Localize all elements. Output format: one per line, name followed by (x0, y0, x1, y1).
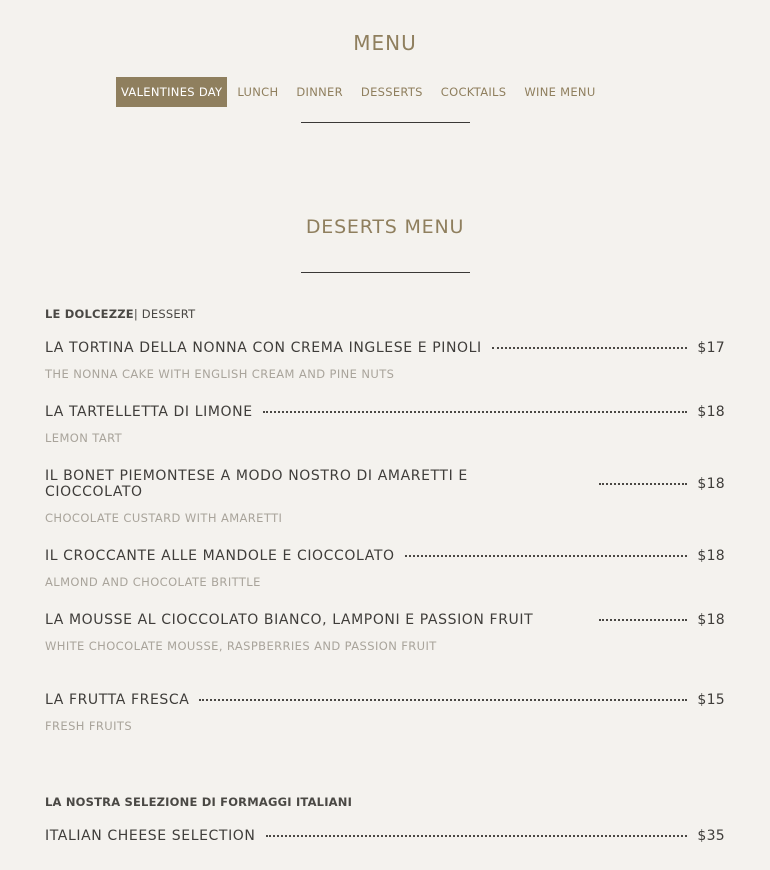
menu-item-price: $18 (697, 612, 725, 628)
menu-item (45, 340, 725, 381)
category-name: LE DOLCEZZE (45, 307, 134, 321)
menu-item-price: $18 (697, 476, 725, 492)
menu-item-price: $18 (697, 548, 725, 564)
menu-item-description: WHITE CHOCOLATE MOUSSE, RASPBERRIES AND PASSION FRUIT (45, 639, 437, 653)
menu-item-description: FRESH FRUITS (45, 719, 133, 733)
tab-lunch[interactable]: LUNCH (237, 85, 279, 99)
menu-item-name: LA TORTINA DELLA NONNA CON CREMA INGLESE E PINOLI (45, 340, 482, 356)
menu-item-name: LA MOUSSE AL CIOCCOLATO BIANCO, LAMPONI E PASSION FRUIT (45, 612, 534, 628)
category-subtitle: | DESSERT (133, 307, 196, 321)
section-title: DESERTS MENU (305, 216, 465, 238)
tab-valentines-day[interactable]: VALENTINES DAY (116, 77, 227, 107)
menu-item (45, 548, 725, 589)
dot-leader (266, 835, 688, 837)
tab-dinner[interactable]: DINNER (296, 85, 343, 99)
menu-item-name: IL BONET PIEMONTESE A MODO NOSTRO DI AMARETTI E CIOCCOLATO (45, 468, 468, 500)
dot-leader (263, 411, 688, 413)
category-name: LA NOSTRA SELEZIONE DI FORMAGGI ITALIANI (45, 795, 353, 809)
category-heading-dessert (45, 307, 195, 321)
dot-leader (492, 347, 688, 349)
menu-item-price: $18 (697, 404, 725, 420)
menu-item (45, 612, 725, 653)
menu-item-name: LA FRUTTA FRESCA (45, 692, 190, 708)
header-divider (301, 122, 470, 123)
section-divider (301, 272, 470, 273)
menu-item-description: CHOCOLATE CUSTARD WITH AMARETTI (45, 511, 283, 525)
menu-item (45, 828, 725, 844)
menu-item-name: ITALIAN CHEESE SELECTION (45, 828, 256, 844)
menu-item (45, 692, 725, 733)
tab-wine-menu[interactable]: WINE MENU (524, 85, 596, 99)
dot-leader (599, 619, 687, 621)
tab-desserts[interactable]: DESSERTS (360, 85, 423, 99)
menu-item (45, 468, 725, 525)
dot-leader (199, 699, 687, 701)
menu-item-price: $15 (697, 692, 725, 708)
page-title: MENU (353, 31, 417, 55)
menu-item-price: $17 (697, 340, 725, 356)
menu-item (45, 404, 725, 445)
menu-item-price: $35 (697, 828, 725, 844)
menu-tabs (116, 77, 605, 107)
menu-item-description: THE NONNA CAKE WITH ENGLISH CREAM AND PINE NUTS (45, 367, 395, 381)
tab-cocktails[interactable]: COCKTAILS (440, 85, 507, 99)
dot-leader (405, 555, 688, 557)
menu-item-description: LEMON TART (45, 431, 123, 445)
menu-item-name: LA TARTELLETTA DI LIMONE (45, 404, 253, 420)
menu-item-name: IL CROCCANTE ALLE MANDOLE E CIOCCOLATO (45, 548, 395, 564)
dot-leader (599, 483, 687, 485)
category-heading-cheese (45, 795, 352, 809)
menu-item-description: ALMOND AND CHOCOLATE BRITTLE (45, 575, 261, 589)
